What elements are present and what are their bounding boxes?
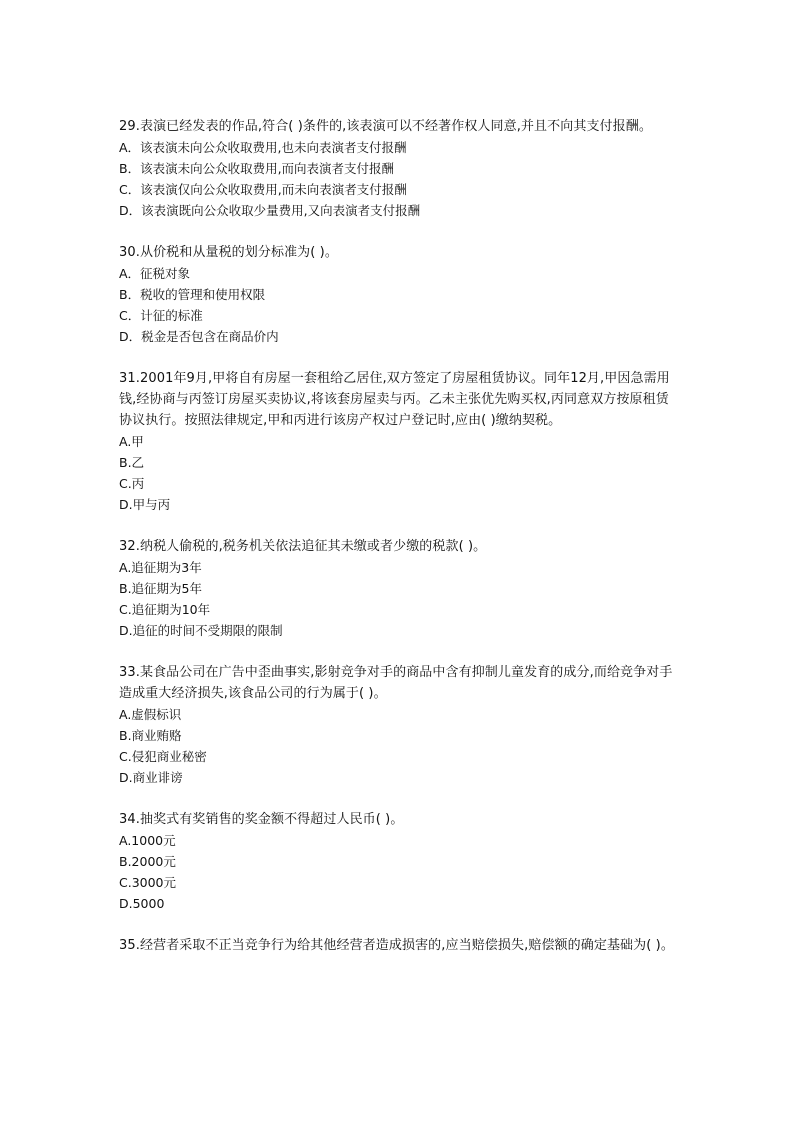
document-page (119, 116, 679, 977)
question-33 (119, 662, 679, 788)
option-a: A．该表演未向公众收取费用,也未向表演者支付报酬 (119, 140, 407, 155)
question-stem: 35.经营者采取不正当竞争行为给其他经营者造成损害的,应当赔偿损失,赔偿额的确定基础为( )。 (119, 938, 674, 953)
option-d: D．该表演既向公众收取少量费用,又向表演者支付报酬 (119, 203, 421, 218)
option-d: D．税金是否包含在商品价内 (119, 329, 279, 344)
question-stem: 34.抽奖式有奖销售的奖金额不得超过人民币( )。 (119, 812, 404, 827)
option-a: A.1000元 (119, 833, 176, 848)
option-d: D.商业诽谤 (119, 770, 183, 785)
question-29 (119, 116, 679, 221)
question-34 (119, 809, 679, 914)
option-c: C.侵犯商业秘密 (119, 749, 207, 764)
question-stem: 30.从价税和从量税的划分标准为( )。 (119, 245, 338, 260)
option-c: C.追征期为10年 (119, 602, 211, 617)
option-d: D.追征的时间不受期限的限制 (119, 623, 283, 638)
question-stem: 33.某食品公司在广告中歪曲事实,影射竞争对手的商品中含有抑制儿童发育的成分,而给竞争对手造成重大经济损失,该食品公司的行为属于( )。 (119, 665, 673, 701)
question-stem: 32.纳税人偷税的,税务机关依法追征其未缴或者少缴的税款( )。 (119, 539, 487, 554)
question-stem: 31.2001年9月,甲将自有房屋一套租给乙居住,双方签定了房屋租赁协议。同年12月,甲因急需用钱,经协商与丙签订房屋买卖协议,将该套房屋卖与丙。乙未主张优先购买权,丙同意双方按原租赁协议执行。按照法律规定,甲和丙进行该房产权过户登记时,应由( )缴纳契税。 (119, 371, 670, 428)
option-b: B．该表演未向公众收取费用,而向表演者支付报酬 (119, 161, 395, 176)
option-c: C.丙 (119, 476, 145, 491)
option-a: A.甲 (119, 434, 144, 449)
option-c: C.3000元 (119, 875, 177, 890)
question-32 (119, 536, 679, 641)
option-a: A.虚假标识 (119, 707, 182, 722)
option-a: A．征税对象 (119, 266, 191, 281)
option-d: D.5000 (119, 896, 165, 911)
question-30 (119, 242, 679, 347)
option-a: A.追征期为3年 (119, 560, 202, 575)
option-b: B.2000元 (119, 854, 176, 869)
option-d: D.甲与丙 (119, 497, 171, 512)
option-b: B.商业贿赂 (119, 728, 182, 743)
option-b: B．税收的管理和使用权限 (119, 287, 266, 302)
question-stem: 29.表演已经发表的作品,符合( )条件的,该表演可以不经著作权人同意,并且不向其支付报酬。 (119, 119, 652, 134)
option-c: C．计征的标准 (119, 308, 203, 323)
question-31 (119, 368, 679, 515)
option-b: B.追征期为5年 (119, 581, 203, 596)
option-c: C．该表演仅向公众收取费用,而未向表演者支付报酬 (119, 182, 407, 197)
question-35 (119, 935, 679, 956)
option-b: B.乙 (119, 455, 145, 470)
